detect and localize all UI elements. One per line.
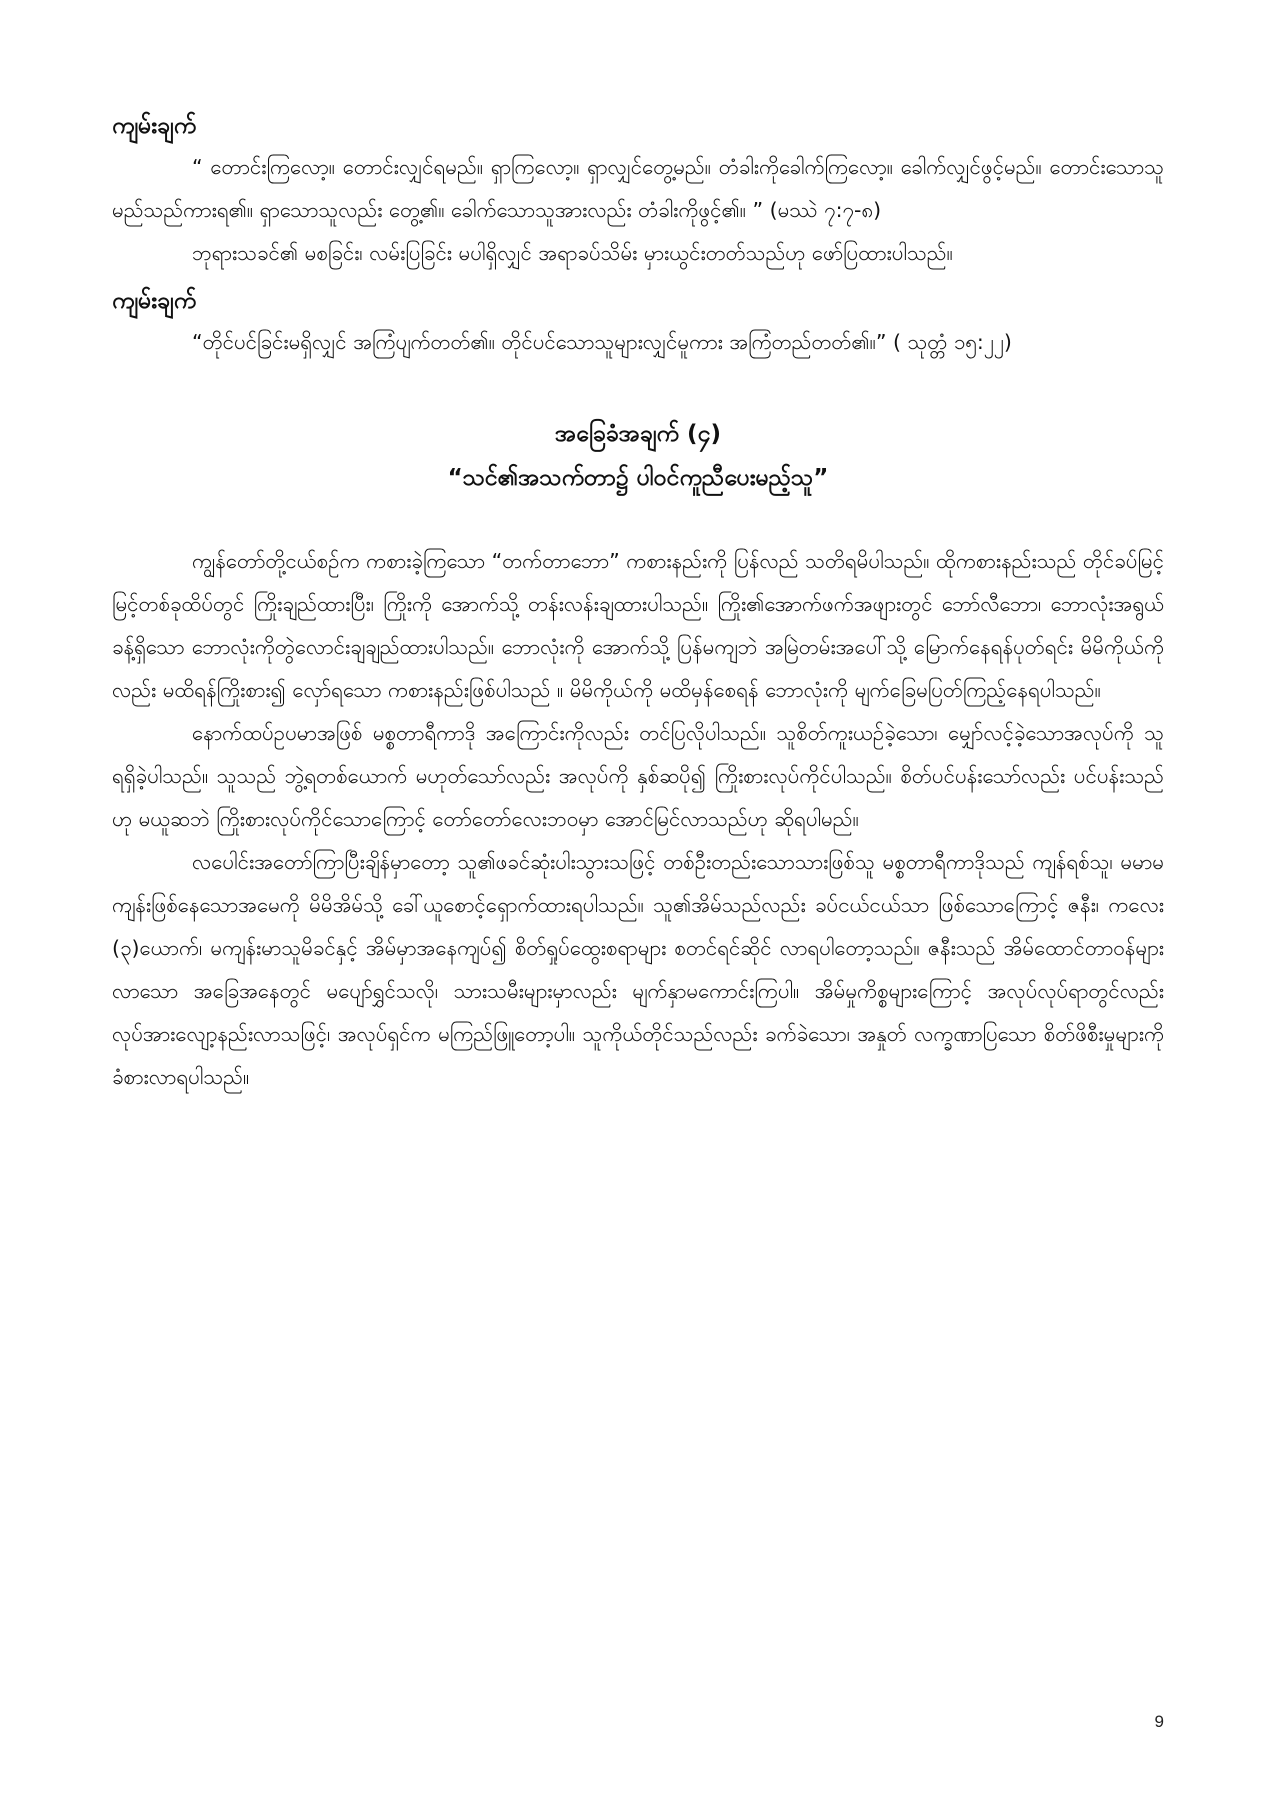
body-paragraph: ဘုရားသခင်၏ မစခြင်း၊ လမ်းပြခြင်း မပါရှိလျှင် အရာခပ်သိမ်း မှားယွင်းတတ်သည်ဟု ဖော်ပြထားပါသည်။ — [192, 241, 953, 265]
scripture-heading: ကျမ်းချက် — [112, 288, 197, 314]
body-paragraph: လပေါင်းအတော်ကြာပြီးချိန်မှာတော့ သူ၏ဖခင်ဆုံးပါးသွားသဖြင့် တစ်ဦးတည်းသောသားဖြစ်သူ မစ္စတာရီကာဒိုသည် ကျန်ရစ်သူ၊ မမာမကျန်းဖြစ်နေသောအမေကို မိမိအိမ်သို့ ခေါ်ယူစောင့်ရှောက်ထားရပါသည်။ သူ၏အိမ်သည်လည်း ခပ်ငယ်ငယ်သာ ဖြစ်သောကြောင့် ဇနီး၊ ကလေး (၃)ယောက်၊ မကျန်းမာသူမိခင်နှင့် အိမ်မှာအနေကျပ်၍ စိတ်ရှုပ်ထွေးစရာများ စတင်ရင်ဆိုင် လာရပါတော့သည်။ ဇနီးသည် အိမ်ထောင်တာဝန်များလာသော အခြေအနေတွင် မပျော်ရွှင်သလို၊ သားသမီးများမှာလည်း မျက်နှာမကောင်းကြပါ။ အိမ်မှုကိစ္စများကြောင့် အလုပ်လုပ်ရာတွင်လည်း လုပ်အားလျော့နည်းလာသဖြင့်၊ အလုပ်ရှင်က မကြည်ဖြူတော့ပါ။ သူကိုယ်တိုင်သည်လည်း ခက်ခဲသော၊ အနှုတ် လက္ခဏာပြသော စိတ်ဖိစီးမှုများကို ခံစားလာရပါသည်။ — [112, 850, 1164, 1089]
scripture-heading: ကျမ်းချက် — [112, 113, 197, 139]
body-paragraph: နောက်ထပ်ဥပမာအဖြစ် မစ္စတာရီကာဒို အကြောင်းကိုလည်း တင်ပြလိုပါသည်။ သူစိတ်ကူးယဉ်ခဲ့သော၊ မျှော်လင့်ခဲ့သောအလုပ်ကို သူရရှိခဲ့ပါသည်။ သူသည် ဘွဲ့ရတစ်ယောက် မဟုတ်သော်လည်း အလုပ်ကို နှစ်ဆပို၍ ကြိုးစားလုပ်ကိုင်ပါသည်။ စိတ်ပင်ပန်းသော်လည်း ပင်ပန်းသည်ဟု မယူဆဘဲ ကြိုးစားလုပ်ကိုင်သောကြောင့် တော်တော်လေးဘဝမှာ အောင်မြင်လာသည်ဟု ဆိုရပါမည်။ — [112, 721, 1164, 831]
scripture-quote: “တိုင်ပင်ခြင်းမရှိလျှင် အကြံပျက်တတ်၏။ တိုင်ပင်သောသူများလျှင်မူကား အကြံတည်တတ်၏။” ( သုတ္တံ ၁၅:၂၂) — [192, 330, 1012, 354]
section-subtitle: “သင်၏အသက်တာ၌ ပါဝင်ကူညီပေးမည့်သူ” — [447, 465, 829, 491]
page-number: 9 — [1154, 1712, 1164, 1731]
section-title-block — [112, 412, 1164, 500]
section-number-title: အခြေခံအချက် (၄) — [555, 421, 721, 447]
body-paragraph: ကျွန်တော်တို့ငယ်စဉ်က ကစားခဲ့ကြသော “တက်တာဘော” ကစားနည်းကို ပြန်လည် သတိရမိပါသည်။ ထိုကစားနည်းသည် တိုင်ခပ်မြင့်မြင့်တစ်ခုထိပ်တွင် ကြိုးချည်ထားပြီး၊ ကြိုးကို အောက်သို့ တန်းလန်းချထားပါသည်။ ကြိုး၏အောက်ဖက်အဖျားတွင် ဘော်လီဘော၊ ဘောလုံးအရွယ်ခန့်ရှိသော ဘောလုံးကိုတွဲလောင်းချချည်ထားပါသည်။ ဘောလုံးကို အောက်သို့ ပြန်မကျဘဲ အမြဲတမ်းအပေါ်သို့ မြောက်နေရန်ပုတ်ရင်း မိမိကိုယ်ကိုလည်း မထိရန်ကြိုးစား၍ လှော်ရသော ကစားနည်းဖြစ်ပါသည် ။ မိမိကိုယ်ကို မထိမှန်စေရန် ဘောလုံးကို မျက်ခြေမပြတ်ကြည့်နေရပါသည်။ — [112, 549, 1164, 702]
scripture-quote: “ တောင်းကြလော့။ တောင်းလျှင်ရမည်။ ရှာကြလော့။ ရှာလျှင်တွေ့မည်။ တံခါးကိုခေါက်ကြလော့။ ခေါက်လျှင်ဖွင့်မည်။ တောင်းသောသူမည်သည်ကားရ၏။ ရှာသောသူလည်း တွေ့၏။ ခေါက်သောသူအားလည်း တံခါးကိုဖွင့်၏။ ” (မဿဲ ၇:၇-၈) — [112, 155, 1164, 222]
